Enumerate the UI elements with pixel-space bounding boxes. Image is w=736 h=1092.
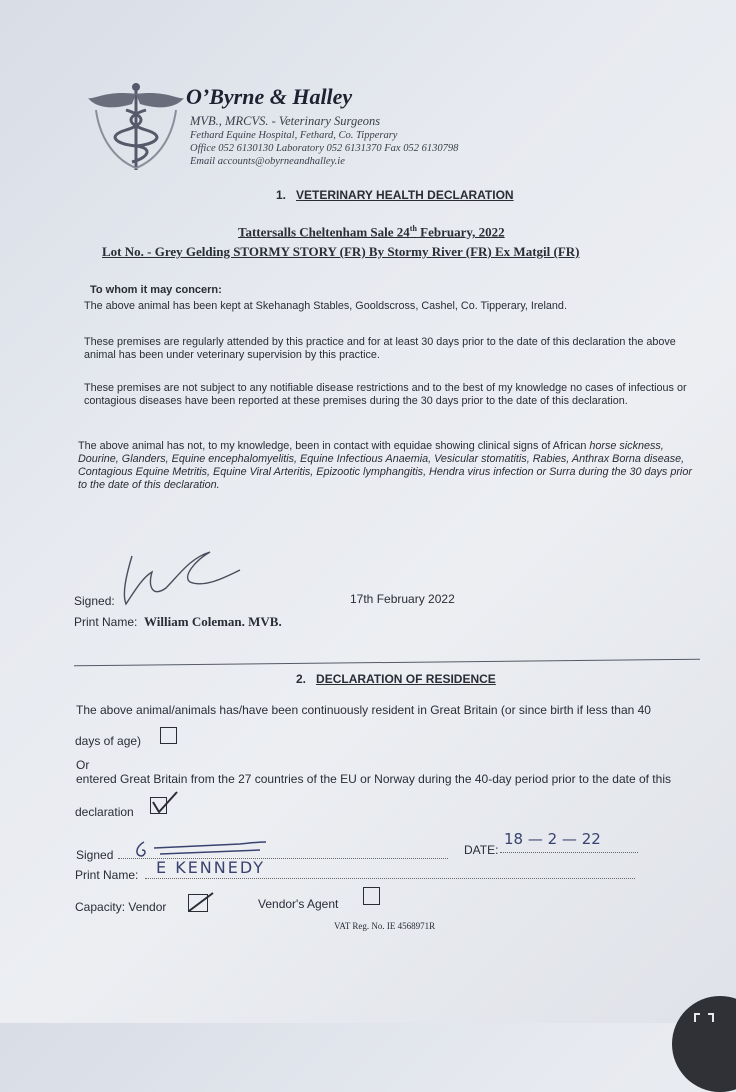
section2-number: 2. <box>296 672 307 686</box>
section1-title: VETERINARY HEALTH DECLARATION <box>296 188 514 202</box>
date2-label: DATE: <box>464 843 499 857</box>
resident-text: The above animal/animals has/have been continuously resident in Great Britain (or since birth if less than 40 <box>76 703 651 717</box>
sale-line-date: February, 2022 <box>416 224 505 240</box>
paragraph-contact <box>78 440 700 492</box>
section1-heading <box>276 188 514 202</box>
signed-label: Signed: <box>74 594 115 608</box>
section2-title: DECLARATION OF RESIDENCE <box>316 672 496 686</box>
print-name2-dotted-line <box>145 878 635 879</box>
resident-checkbox[interactable] <box>160 727 177 744</box>
vendor-checkbox[interactable] <box>188 894 208 912</box>
firm-phones: Office 052 6130130 Laboratory 052 6131370 Fax 052 6130798 <box>190 143 459 154</box>
print-name-label: Print Name: <box>74 615 138 629</box>
paragraph-contact-line1: The above animal has not, to my knowledge, been in contact with equidae showing clinical signs of African <box>78 440 587 452</box>
print-name-row <box>74 614 282 630</box>
section2-heading <box>296 672 496 686</box>
agent-checkbox[interactable] <box>363 887 380 905</box>
signed2-label: Signed <box>76 848 114 862</box>
date2-dotted-line <box>500 852 638 853</box>
lot-line: Lot No. - Grey Gelding STORMY STORY (FR) By Stormy River (FR) Ex Matgil (FR) <box>102 244 580 259</box>
expand-icon <box>694 1010 714 1023</box>
sale-line <box>238 224 505 240</box>
check-mark-icon <box>149 790 181 816</box>
vat-number: VAT Reg. No. IE 4568971R <box>334 921 436 931</box>
concern-heading: To whom it may concern: <box>90 284 222 296</box>
vet-signature <box>112 536 252 612</box>
entered-text: entered Great Britain from the 27 countries of the EU or Norway during the 40-day period prior to the date of this <box>76 772 671 786</box>
paragraph-contact-rest: horse sickness, Dourine, Glanders, Equine encephalomyelitis, Equine Infectious Anaemia, Vesicular stomatitis, Rabies, Anthrax Borna disease, Contagious Equine Metritis, Equine Viral Arteritis, Epizootic lymphangitis, Hendra virus infection or Surra during the 30 days prior to the date of this declaration. <box>78 440 692 491</box>
check-mark-icon <box>187 891 217 915</box>
entered-checkbox[interactable] <box>150 797 167 814</box>
sale-line-sup: th <box>409 224 417 233</box>
section-divider <box>74 659 700 667</box>
section1-number: 1. <box>276 188 287 202</box>
firm-qualifications: MVB., MRCVS. - Veterinary Surgeons <box>190 114 381 128</box>
declaration-date: 17th February 2022 <box>350 592 455 606</box>
paragraph-stables: The above animal has been kept at Skehanagh Stables, Gooldscross, Cashel, Co. Tipperary, Ireland. <box>84 300 567 312</box>
paragraph-restrictions: These premises are not subject to any notifiable disease restrictions and to the best of my knowledge no cases of infectious or contagious diseases have been reported at these premises during the 30 days prior to the date of this declaration. <box>84 382 687 407</box>
entered-text-cont: declaration <box>75 805 134 819</box>
or-label: Or <box>76 758 90 772</box>
agent-label: Vendor's Agent <box>258 897 339 911</box>
firm-name: O’Byrne & Halley <box>186 84 353 109</box>
date2-handwritten: 18 — 2 — 22 <box>504 830 601 848</box>
sale-line-text: Tattersalls Cheltenham Sale 24 <box>238 224 410 240</box>
capacity-label: Capacity: Vendor <box>75 900 167 914</box>
print-name2-handwritten: E KENNEDY <box>156 858 266 877</box>
firm-email: Email accounts@obyrneandhalley.ie <box>190 156 345 167</box>
firm-address: Fethard Equine Hospital, Fethard, Co. Tipperary <box>190 130 398 141</box>
print-name2-label: Print Name: <box>75 868 139 882</box>
paragraph-supervision: These premises are regularly attended by this practice and for at least 30 days prior to the date of this declaration the above animal has been under veterinary supervision by this practice. <box>84 336 676 361</box>
caduceus-icon <box>86 80 186 172</box>
resident-text-cont: days of age) <box>75 734 142 748</box>
vet-name: William Coleman. MVB. <box>144 614 282 629</box>
